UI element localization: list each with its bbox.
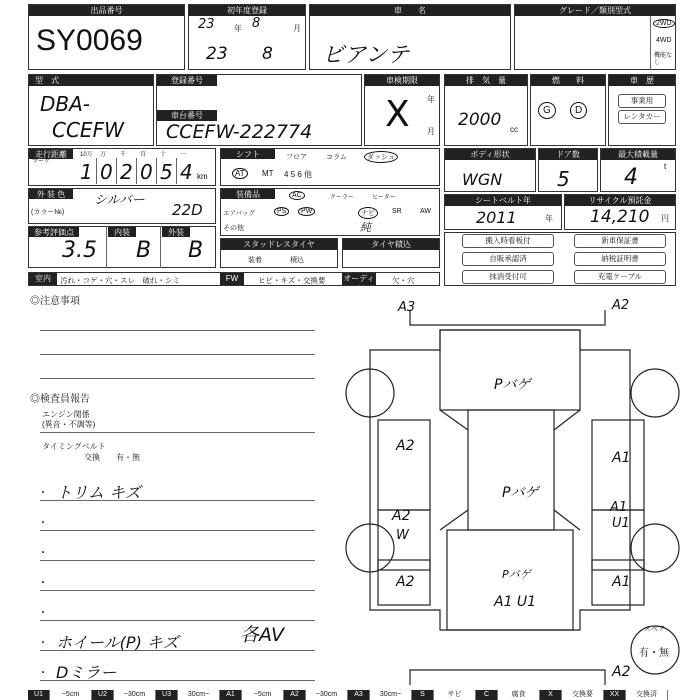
reg-month-hand-2: 8 xyxy=(262,44,273,64)
equip-pw: PW xyxy=(298,207,315,216)
fuel-diesel: D xyxy=(570,102,587,119)
type-value-2: CCEFW xyxy=(52,118,124,142)
displacement-unit: cc xyxy=(510,125,518,134)
recycle-label: リサイクル預託金 xyxy=(565,195,675,206)
legend-desc: ~5cm xyxy=(50,690,92,700)
mileage-scale: 千 xyxy=(120,152,127,158)
legend-desc: サビ xyxy=(434,690,476,700)
fuel-label: 燃 料 xyxy=(531,75,605,86)
reg-year-hand: 23 xyxy=(198,17,215,32)
mileage-scale: 一 xyxy=(180,152,187,158)
damage-mark: A1 U1 xyxy=(494,594,537,610)
type-label: 型 式 xyxy=(29,75,153,86)
regno-label: 登録番号 xyxy=(157,75,217,86)
drive-other: 機能なし xyxy=(654,53,673,66)
legend-key: A2 xyxy=(284,690,306,700)
type-value-1: DBA- xyxy=(40,92,91,116)
equipment-label: 装備品 xyxy=(221,189,275,199)
audio-label: オーディオ xyxy=(343,274,375,294)
doors-value: 5 xyxy=(557,167,570,191)
doc-item: 納税証明書 xyxy=(574,252,666,266)
seatbelt-label: シートベルト年 xyxy=(445,195,561,206)
timing-label: タイミングベルト xyxy=(42,442,106,451)
mileage-digit: 2 xyxy=(120,160,133,184)
doc-item: 充電ケーブル xyxy=(574,270,666,284)
note-bullet: ・ xyxy=(38,638,48,649)
doc-item: 抹消受付可 xyxy=(462,270,554,284)
shift-gears: 4 5 6 他 xyxy=(284,170,313,179)
damage-mark: Pバゲ xyxy=(502,485,539,501)
exterior-label: 外装 xyxy=(162,227,190,237)
chassis-label: 車台番号 xyxy=(157,110,217,121)
caution-title: ◎注意事項 xyxy=(30,296,80,307)
color-label: 外 装 色 xyxy=(29,189,73,199)
tire-label: タイヤ積込 xyxy=(343,239,439,250)
studless-opt-1: 装着 xyxy=(248,257,262,264)
score-value: 3.5 xyxy=(62,238,97,263)
reg-year-hand-2: 23 xyxy=(206,44,228,64)
mileage-unit-label: マーク xyxy=(32,159,51,165)
studless-opt-2: 積込 xyxy=(290,257,304,264)
chassis-value: CCEFW-222774 xyxy=(166,121,313,143)
inspector-title: ◎検査員報告 xyxy=(30,394,90,405)
damage-mark: A2 xyxy=(612,298,630,313)
seatbelt-value: 2011 xyxy=(476,208,517,227)
note-bullet: ・ xyxy=(38,488,48,499)
drive-4wd: 4WD xyxy=(656,37,672,44)
legend-key: S xyxy=(412,690,434,700)
doc-item: 新車保証書 xyxy=(574,234,666,248)
note-text: トリム キズ xyxy=(56,483,141,502)
lot-label: 出品番号 xyxy=(29,5,184,16)
damage-mark: A2 xyxy=(612,664,631,680)
mileage-digit: 0 xyxy=(140,160,153,184)
legend-key: XX xyxy=(604,690,626,700)
legend-key: X xyxy=(540,690,562,700)
damage-mark: A1 xyxy=(612,574,631,590)
damage-mark: U1 xyxy=(612,516,630,531)
spare-label: スペア xyxy=(644,626,665,633)
mileage-digit: 0 xyxy=(100,160,113,184)
legend-key: U2 xyxy=(92,690,114,700)
mileage-scale: 百 xyxy=(140,152,147,158)
color-value: シルバー xyxy=(94,193,145,208)
legend-desc: 30cm~ xyxy=(370,690,412,700)
engine-sub: (異音・不調等) xyxy=(42,420,96,429)
equip-ac: AC xyxy=(289,191,305,200)
doc-item: 搬入時看板付 xyxy=(462,234,554,248)
legend-key: A1 xyxy=(220,690,242,700)
mileage-digit: 1 xyxy=(80,160,93,184)
room-options: 汚れ・コゲ・穴・スレ 破れ・シミ xyxy=(60,276,180,285)
inspection-month-unit: 月 xyxy=(427,127,435,136)
history-rental: レンタカー xyxy=(618,110,666,124)
note-bullet: ・ xyxy=(38,548,48,559)
mileage-digit: 4 xyxy=(180,160,193,184)
doors-label: ドア数 xyxy=(539,149,597,160)
recycle-value: 14,210 xyxy=(590,207,650,227)
interior-label: 内装 xyxy=(108,227,136,237)
equip-navi: ナビ xyxy=(358,207,378,219)
inspection-year-unit: 年 xyxy=(427,95,435,104)
displacement-label: 排 気 量 xyxy=(445,75,527,86)
shift-mt: MT xyxy=(262,169,274,178)
timing-options: 有・無 xyxy=(116,453,140,462)
damage-mark: Pバゲ xyxy=(494,377,531,393)
equip-other-value: 純 xyxy=(360,221,371,234)
lot-number: SY0069 xyxy=(36,24,143,57)
color-code: 22D xyxy=(172,201,203,219)
note-bullet: ・ xyxy=(38,608,48,619)
score-label: 参考評価点 xyxy=(29,227,79,237)
legend-desc: 交換要 xyxy=(562,690,604,700)
drive-2wd: 2WD xyxy=(653,19,675,28)
legend-desc: 30cm~ xyxy=(178,690,220,700)
fw-options: ヒビ・キズ・交換要 xyxy=(258,276,326,285)
damage-mark: A1 xyxy=(612,450,631,466)
displacement-value: 2000 xyxy=(458,110,502,130)
shift-at: AT xyxy=(232,168,248,179)
damage-mark: A2 xyxy=(396,438,415,454)
equip-airbag: エアバッグ xyxy=(223,210,255,217)
mileage-label: 走行距離 xyxy=(29,149,73,159)
mileage-unit: km xyxy=(197,172,208,181)
studless-label: スタッドレスタイヤ xyxy=(221,239,337,250)
shift-dash: ダッシュ xyxy=(364,151,398,163)
history-business: 事業用 xyxy=(618,94,666,108)
capacity-unit: t xyxy=(664,162,667,171)
fuel-gasoline: G xyxy=(538,102,556,119)
legend-key: U3 xyxy=(156,690,178,700)
damage-mark: A2 xyxy=(396,574,415,590)
spare-options: 有・無 xyxy=(639,648,669,659)
equip-heater: ヒーター xyxy=(372,195,396,201)
mileage-scale: 十 xyxy=(160,152,167,158)
capacity-label: 最大積載量 xyxy=(601,149,675,160)
equip-sr: SR xyxy=(392,208,402,215)
equip-other-label: その他 xyxy=(223,225,244,232)
mileage-digit: 5 xyxy=(160,160,173,184)
grade-label: グレード／類別型式 xyxy=(515,5,675,16)
car-name-value: ビアンテ xyxy=(322,43,410,68)
note-bullet: ・ xyxy=(38,518,48,529)
damage-mark: A3 xyxy=(398,300,416,315)
shift-column: コラム xyxy=(326,154,347,161)
damage-mark: A1 xyxy=(610,500,628,515)
note-text: Dミラー xyxy=(56,663,117,682)
damage-mark: W xyxy=(396,528,409,543)
fw-label: FW xyxy=(220,273,244,285)
damage-mark: A2 xyxy=(392,508,411,524)
history-label: 車 歴 xyxy=(609,75,675,86)
doc-item: 自販承認済 xyxy=(462,252,554,266)
legend-desc: ~30cm xyxy=(306,690,348,700)
legend-key: A3 xyxy=(348,690,370,700)
equip-cooler: クーラー xyxy=(330,195,355,201)
body-label: ボディ形状 xyxy=(445,149,535,160)
exterior-value: B xyxy=(188,238,204,263)
reg-month-hand: 8 xyxy=(252,16,261,31)
seatbelt-unit: 年 xyxy=(545,214,553,223)
shift-label: シフト xyxy=(221,149,275,159)
mileage-scale: 万 xyxy=(100,152,107,158)
interior-value: B xyxy=(136,238,152,263)
note-text: ホイール(P) キズ xyxy=(56,633,179,652)
engine-label: エンジン関係 xyxy=(42,410,90,419)
reg-year-unit: 年 xyxy=(234,24,242,33)
note-side: 各AV xyxy=(240,624,285,646)
room-label: 室内 xyxy=(29,273,57,285)
registration-label: 初年度登録 xyxy=(189,5,305,16)
legend-desc: ~30cm xyxy=(114,690,156,700)
legend-key: C xyxy=(476,690,498,700)
recycle-unit: 円 xyxy=(661,214,669,223)
legend-desc: ~5cm xyxy=(242,690,284,700)
note-bullet: ・ xyxy=(38,668,48,679)
mileage-scale: 10万 xyxy=(80,152,93,158)
damage-mark: Pバゲ xyxy=(502,568,531,581)
body-value: WGN xyxy=(462,170,503,189)
audio-options: 欠・穴 xyxy=(392,276,415,285)
note-bullet: ・ xyxy=(38,578,48,589)
shift-floor: フロア xyxy=(286,154,307,161)
equip-aw: AW xyxy=(420,208,432,215)
reg-month-unit: 月 xyxy=(293,24,301,33)
legend-desc: 交換済 xyxy=(626,690,668,700)
timing-swap: 交換 xyxy=(84,453,100,462)
color-sub: (カラー№) xyxy=(31,209,65,216)
inspection-label: 車検期限 xyxy=(365,75,439,86)
capacity-value: 4 xyxy=(624,165,638,190)
car-name-label: 車 名 xyxy=(310,5,510,16)
legend-key: U1 xyxy=(28,690,50,700)
equip-ps: PS xyxy=(274,207,289,216)
inspection-mark: X xyxy=(385,94,410,135)
legend-desc: 腐食 xyxy=(498,690,540,700)
